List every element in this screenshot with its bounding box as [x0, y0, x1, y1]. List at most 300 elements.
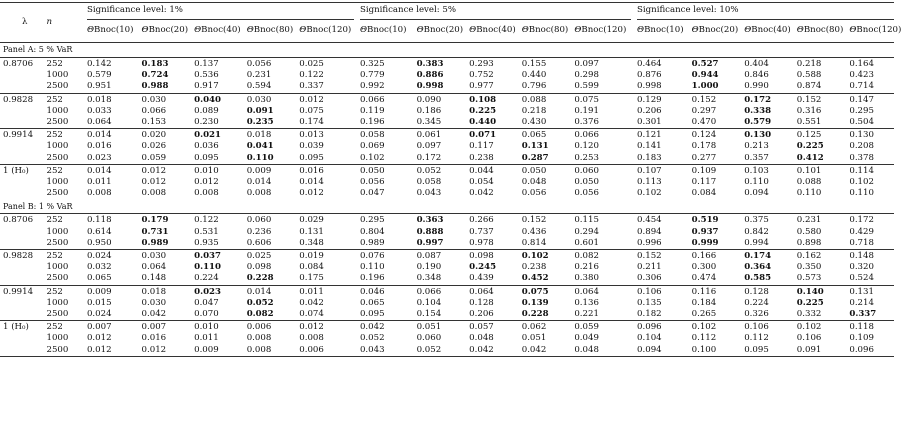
- lambda-cell: [0, 273, 47, 285]
- value-cell: 0.103: [744, 164, 797, 177]
- value-cell: 0.130: [744, 129, 797, 142]
- value-cell: 0.429: [849, 226, 874, 237]
- value-cell: 0.025: [299, 58, 354, 71]
- value-cell: 0.098: [469, 250, 522, 263]
- theta-symbol: Θ: [469, 25, 477, 36]
- table-row: [0, 164, 894, 177]
- lambda-cell: 0.8706: [0, 214, 47, 227]
- value-cell: 0.061: [417, 129, 470, 142]
- value-cell: 0.164: [849, 58, 894, 71]
- panel-title-row: [0, 43, 894, 58]
- value-cell: 0.978: [469, 237, 494, 248]
- theta-symbol: Θ: [796, 25, 804, 36]
- window-label: (40): [223, 25, 241, 36]
- value-cell: 0.245: [469, 262, 497, 273]
- lambda-cell: 0.9828: [0, 93, 47, 106]
- value-cell: 0.430: [521, 117, 547, 128]
- value-cell: 0.184: [691, 297, 717, 308]
- value-cell: 0.888: [416, 226, 444, 237]
- value-cell: 0.101: [797, 164, 850, 177]
- theta-symbol: Θ: [359, 25, 367, 36]
- value-cell: 0.106: [796, 333, 822, 344]
- value-cell: 0.287: [521, 152, 549, 163]
- theta-subscript: noc: [429, 25, 446, 36]
- value-cell: 0.052: [417, 345, 470, 357]
- value-cell: 0.148: [849, 250, 894, 263]
- value-cell: 0.008: [194, 188, 219, 199]
- value-cell: 0.297: [691, 105, 717, 116]
- value-cell: 0.011: [299, 285, 354, 298]
- value-cell: 0.011: [86, 177, 112, 188]
- value-cell: 0.898: [796, 237, 822, 248]
- value-cell: 0.306: [637, 273, 662, 284]
- theta-scripts: [751, 25, 773, 35]
- table-row: [0, 273, 894, 285]
- value-cell: 0.122: [299, 70, 324, 81]
- value-cell: 0.121: [637, 129, 692, 142]
- theta-scripts: [254, 25, 276, 35]
- theta-subscript: noc: [154, 25, 171, 36]
- value-cell: 0.162: [797, 250, 850, 263]
- value-cell: 0.069: [359, 141, 385, 152]
- value-cell: 0.752: [469, 70, 494, 81]
- value-cell: 0.030: [142, 93, 195, 106]
- value-cell: 0.196: [359, 273, 385, 284]
- value-cell: 0.050: [522, 164, 575, 177]
- theta-symbol: Θ: [299, 25, 307, 36]
- theta-symbol: Θ: [141, 25, 149, 36]
- theta-superscript: B: [306, 25, 313, 36]
- value-cell: 0.050: [360, 164, 417, 177]
- value-cell: 0.606: [246, 237, 272, 248]
- theta-symbol: Θ: [574, 25, 582, 36]
- n-cell: 2500: [46, 273, 69, 284]
- value-cell: 0.994: [744, 237, 769, 248]
- value-cell: 0.056: [521, 188, 547, 199]
- theta-scripts: [149, 25, 171, 35]
- value-cell: 0.293: [469, 58, 522, 71]
- window-label: (120): [878, 25, 901, 36]
- value-cell: 0.084: [299, 262, 324, 273]
- value-cell: 0.988: [141, 81, 169, 92]
- value-cell: 0.804: [359, 226, 385, 237]
- value-cell: 0.051: [521, 333, 547, 344]
- value-cell: 0.316: [796, 105, 822, 116]
- n-cell: 1000: [46, 333, 69, 344]
- theta-column-header: [522, 20, 575, 43]
- value-cell: 0.056: [247, 58, 300, 71]
- value-cell: 0.046: [360, 285, 417, 298]
- value-cell: 0.364: [744, 262, 772, 273]
- value-cell: 0.464: [637, 58, 692, 71]
- value-cell: 0.376: [574, 117, 599, 128]
- value-cell: 0.042: [360, 321, 417, 334]
- value-cell: 0.044: [469, 164, 522, 177]
- value-cell: 0.350: [796, 262, 822, 273]
- theta-subscript: noc: [373, 25, 389, 36]
- panel-title: Panel B: 1 % VaR: [3, 201, 73, 211]
- value-cell: 0.573: [796, 273, 822, 284]
- value-cell: 0.110: [246, 152, 274, 163]
- value-cell: 0.049: [574, 333, 599, 344]
- value-cell: 0.054: [469, 177, 494, 188]
- value-cell: 0.301: [637, 117, 662, 128]
- table-row: [0, 214, 894, 227]
- value-cell: 0.010: [194, 164, 247, 177]
- lambda-cell: [0, 106, 47, 117]
- n-cell: 1000: [46, 226, 69, 237]
- theta-superscript: B: [698, 25, 705, 36]
- lambda-cell: 0.9914: [0, 129, 47, 142]
- value-cell: 0.997: [416, 237, 444, 248]
- value-cell: 0.016: [141, 333, 167, 344]
- value-cell: 0.594: [246, 81, 272, 92]
- value-cell: 0.228: [521, 309, 549, 320]
- value-cell: 0.018: [142, 285, 195, 298]
- n-cell: 2500: [46, 237, 69, 248]
- value-cell: 0.216: [574, 262, 599, 273]
- value-cell: 0.551: [796, 117, 822, 128]
- theta-scripts: [581, 25, 603, 35]
- theta-column-header: [194, 20, 247, 43]
- theta-column-header: [247, 20, 300, 43]
- value-cell: 0.153: [141, 117, 167, 128]
- value-cell: 0.320: [849, 262, 874, 273]
- significance-group-header: Significance level: 10%: [637, 3, 894, 20]
- theta-subscript: noc: [587, 25, 604, 36]
- significance-group-header: Significance level: 5%: [360, 3, 631, 20]
- value-cell: 0.060: [574, 164, 631, 177]
- value-cell: 0.191: [574, 105, 599, 116]
- value-cell: 0.087: [417, 250, 470, 263]
- value-cell: 0.112: [744, 333, 769, 344]
- value-cell: 0.277: [691, 152, 717, 163]
- theta-scripts: [367, 25, 389, 35]
- n-cell: 252: [47, 285, 87, 298]
- lambda-cell: 0.8706: [0, 58, 47, 71]
- value-cell: 0.225: [469, 105, 497, 116]
- value-cell: 0.024: [87, 250, 142, 263]
- window-label: (10): [115, 25, 134, 36]
- n-cell: 1000: [46, 70, 69, 81]
- theta-scripts: [699, 25, 721, 35]
- value-cell: 0.118: [87, 214, 142, 227]
- value-cell: 0.714: [849, 81, 874, 92]
- theta-superscript: B: [367, 25, 374, 36]
- value-cell: 0.037: [194, 250, 247, 263]
- theta-subscript: noc: [705, 25, 721, 36]
- value-cell: 0.423: [849, 70, 874, 81]
- value-cell: 0.580: [796, 226, 822, 237]
- value-cell: 0.074: [299, 309, 324, 320]
- value-cell: 0.066: [574, 129, 631, 142]
- value-cell: 0.814: [521, 237, 547, 248]
- value-cell: 0.065: [522, 129, 575, 142]
- value-cell: 0.008: [246, 188, 272, 199]
- table-row: [0, 58, 894, 71]
- window-label: (20): [445, 25, 464, 36]
- theta-scripts: [201, 25, 223, 35]
- table-row: [0, 106, 894, 117]
- theta-superscript: B: [423, 25, 430, 36]
- value-cell: 0.032: [86, 262, 112, 273]
- value-cell: 0.091: [797, 345, 850, 357]
- value-cell: 0.036: [194, 141, 219, 152]
- value-cell: 0.120: [574, 141, 599, 152]
- value-cell: 0.131: [849, 285, 894, 298]
- window-label: (80): [550, 25, 569, 36]
- value-cell: 0.601: [574, 237, 599, 248]
- value-cell: 0.117: [691, 177, 717, 188]
- value-cell: 0.066: [417, 285, 470, 298]
- value-cell: 0.998: [637, 81, 662, 92]
- value-cell: 0.325: [360, 58, 417, 71]
- window-label: (20): [170, 25, 189, 36]
- value-cell: 0.007: [87, 321, 142, 334]
- group-header-row: [0, 3, 894, 20]
- table-row: [0, 250, 894, 263]
- value-cell: 0.724: [141, 70, 169, 81]
- value-cell: 0.019: [299, 250, 354, 263]
- value-cell: 0.012: [194, 177, 219, 188]
- value-cell: 0.128: [744, 285, 797, 298]
- theta-subscript: noc: [260, 25, 276, 36]
- value-cell: 0.024: [86, 309, 112, 320]
- value-cell: 0.020: [142, 129, 195, 142]
- value-cell: 0.846: [744, 70, 769, 81]
- n-cell: 2500: [46, 152, 69, 163]
- n-cell: 2500: [46, 188, 69, 199]
- lambda-cell: [0, 333, 47, 344]
- theta-superscript: B: [644, 25, 651, 36]
- value-cell: 0.440: [469, 117, 497, 128]
- value-cell: 0.110: [849, 188, 874, 199]
- theta-superscript: B: [201, 25, 208, 36]
- table-row: [0, 227, 894, 238]
- value-cell: 0.056: [359, 177, 385, 188]
- theta-scripts: [529, 25, 551, 35]
- value-cell: 0.238: [469, 152, 494, 163]
- value-cell: 0.731: [141, 226, 169, 237]
- panel-title: Panel A: 5 % VaR: [3, 45, 73, 55]
- value-cell: 0.052: [417, 164, 470, 177]
- lambda-header: λ: [0, 3, 47, 43]
- n-cell: 1000: [46, 177, 69, 188]
- value-cell: 0.018: [87, 93, 142, 106]
- value-cell: 0.058: [360, 129, 417, 142]
- value-cell: 0.876: [637, 70, 662, 81]
- theta-scripts: [804, 25, 826, 35]
- theta-scripts: [476, 25, 498, 35]
- value-cell: 0.089: [194, 105, 219, 116]
- value-cell: 0.096: [637, 321, 692, 334]
- value-cell: 0.110: [796, 188, 822, 199]
- value-cell: 0.102: [637, 188, 662, 199]
- value-cell: 0.097: [574, 58, 631, 71]
- value-cell: 0.225: [796, 297, 824, 308]
- value-cell: 0.129: [637, 93, 692, 106]
- value-cell: 0.075: [299, 105, 324, 116]
- value-cell: 0.122: [194, 214, 247, 227]
- value-cell: 0.091: [246, 105, 274, 116]
- value-cell: 0.440: [521, 70, 547, 81]
- theta-symbol: Θ: [637, 25, 645, 36]
- value-cell: 0.012: [299, 321, 354, 334]
- value-cell: 0.380: [574, 273, 599, 284]
- theta-symbol: Θ: [744, 25, 752, 36]
- value-cell: 0.012: [141, 177, 167, 188]
- value-cell: 0.614: [86, 226, 112, 237]
- theta-subscript: noc: [535, 25, 551, 36]
- panel-title-row: [0, 199, 894, 214]
- value-cell: 0.084: [691, 188, 717, 199]
- value-cell: 0.218: [797, 58, 850, 71]
- power-results-table: [0, 2, 901, 357]
- table-row: [0, 81, 894, 93]
- table-row: [0, 188, 894, 199]
- window-label: (80): [825, 25, 844, 36]
- theta-column-header: [637, 20, 692, 43]
- n-cell: 252: [47, 93, 87, 106]
- theta-symbol: Θ: [416, 25, 424, 36]
- table-row: [0, 129, 894, 142]
- value-cell: 0.109: [849, 333, 874, 344]
- value-cell: 1.000: [691, 81, 719, 92]
- n-cell: 2500: [47, 345, 87, 357]
- theta-subscript: noc: [482, 25, 499, 36]
- value-cell: 0.796: [521, 81, 547, 92]
- theta-column-header: [469, 20, 522, 43]
- value-cell: 0.008: [246, 333, 272, 344]
- value-cell: 0.337: [849, 309, 877, 320]
- value-cell: 0.236: [246, 226, 272, 237]
- theta-column-header: [360, 20, 417, 43]
- value-cell: 0.048: [521, 177, 547, 188]
- n-cell: 252: [47, 214, 87, 227]
- value-cell: 0.051: [417, 321, 470, 334]
- value-cell: 0.221: [574, 309, 599, 320]
- value-cell: 0.042: [141, 309, 167, 320]
- value-cell: 0.300: [691, 262, 717, 273]
- value-cell: 0.238: [521, 262, 547, 273]
- window-label: (40): [498, 25, 516, 36]
- value-cell: 0.174: [299, 117, 324, 128]
- value-cell: 0.439: [469, 273, 494, 284]
- value-cell: 0.253: [574, 152, 599, 163]
- value-cell: 0.454: [637, 214, 692, 227]
- value-cell: 0.047: [359, 188, 385, 199]
- value-cell: 0.100: [692, 345, 745, 357]
- n-cell: 252: [47, 58, 87, 71]
- value-cell: 0.088: [522, 93, 575, 106]
- value-cell: 0.102: [849, 177, 874, 188]
- table-row: [0, 321, 894, 334]
- value-cell: 0.060: [247, 214, 300, 227]
- value-cell: 0.023: [86, 152, 112, 163]
- value-cell: 0.266: [469, 214, 522, 227]
- theta-column-header: [142, 20, 195, 43]
- value-cell: 0.519: [692, 214, 745, 227]
- value-cell: 0.014: [247, 285, 300, 298]
- value-cell: 0.206: [469, 309, 494, 320]
- value-cell: 0.579: [86, 70, 112, 81]
- value-cell: 0.047: [194, 297, 219, 308]
- value-cell: 0.338: [744, 105, 772, 116]
- theta-superscript: B: [253, 25, 261, 36]
- value-cell: 0.023: [194, 285, 247, 298]
- value-cell: 0.295: [360, 214, 417, 227]
- value-cell: 0.348: [299, 237, 324, 248]
- lambda-cell: 0.9914: [0, 285, 47, 298]
- value-cell: 0.042: [522, 345, 575, 357]
- value-cell: 0.102: [359, 152, 385, 163]
- value-cell: 0.010: [194, 321, 247, 334]
- value-cell: 0.094: [744, 188, 769, 199]
- value-cell: 0.179: [142, 214, 195, 227]
- theta-scripts: [94, 25, 116, 35]
- value-cell: 0.228: [246, 273, 274, 284]
- value-cell: 0.115: [574, 214, 631, 227]
- value-cell: 0.011: [194, 333, 219, 344]
- value-cell: 0.059: [574, 321, 631, 334]
- value-cell: 0.152: [522, 214, 575, 227]
- value-cell: 0.095: [194, 152, 219, 163]
- value-cell: 0.224: [194, 273, 219, 284]
- theta-column-header: [797, 20, 850, 43]
- value-cell: 0.097: [416, 141, 442, 152]
- value-cell: 0.012: [87, 345, 142, 357]
- value-cell: 0.064: [141, 262, 167, 273]
- value-cell: 0.039: [299, 141, 324, 152]
- value-cell: 0.098: [246, 262, 272, 273]
- value-cell: 0.917: [194, 81, 219, 92]
- theta-column-header: [744, 20, 797, 43]
- value-cell: 0.110: [744, 177, 769, 188]
- value-cell: 0.231: [246, 70, 272, 81]
- value-cell: 0.536: [194, 70, 219, 81]
- value-cell: 0.294: [574, 226, 599, 237]
- window-label: (20): [720, 25, 739, 36]
- lambda-cell: [0, 117, 47, 129]
- value-cell: 0.030: [141, 297, 167, 308]
- value-cell: 0.106: [744, 321, 797, 334]
- value-cell: 0.152: [637, 250, 692, 263]
- table-row: [0, 298, 894, 309]
- value-cell: 0.071: [469, 129, 522, 142]
- theta-superscript: B: [93, 25, 101, 36]
- value-cell: 0.016: [299, 164, 354, 177]
- value-cell: 0.175: [299, 273, 324, 284]
- value-cell: 0.183: [637, 152, 662, 163]
- theta-scripts: [306, 25, 328, 35]
- value-cell: 0.056: [574, 188, 599, 199]
- theta-scripts: [424, 25, 446, 35]
- value-cell: 0.337: [299, 81, 324, 92]
- value-cell: 0.082: [246, 309, 274, 320]
- n-cell: 252: [47, 164, 87, 177]
- value-cell: 0.147: [849, 93, 894, 106]
- n-cell: 1000: [46, 297, 69, 308]
- n-cell: 1000: [46, 141, 69, 152]
- theta-subscript: noc: [100, 25, 116, 36]
- value-cell: 0.112: [691, 333, 717, 344]
- value-cell: 0.014: [246, 177, 272, 188]
- value-cell: 0.094: [637, 345, 692, 357]
- value-cell: 0.007: [142, 321, 195, 334]
- theta-superscript: B: [148, 25, 155, 36]
- value-cell: 0.119: [359, 105, 385, 116]
- value-cell: 0.152: [692, 93, 745, 106]
